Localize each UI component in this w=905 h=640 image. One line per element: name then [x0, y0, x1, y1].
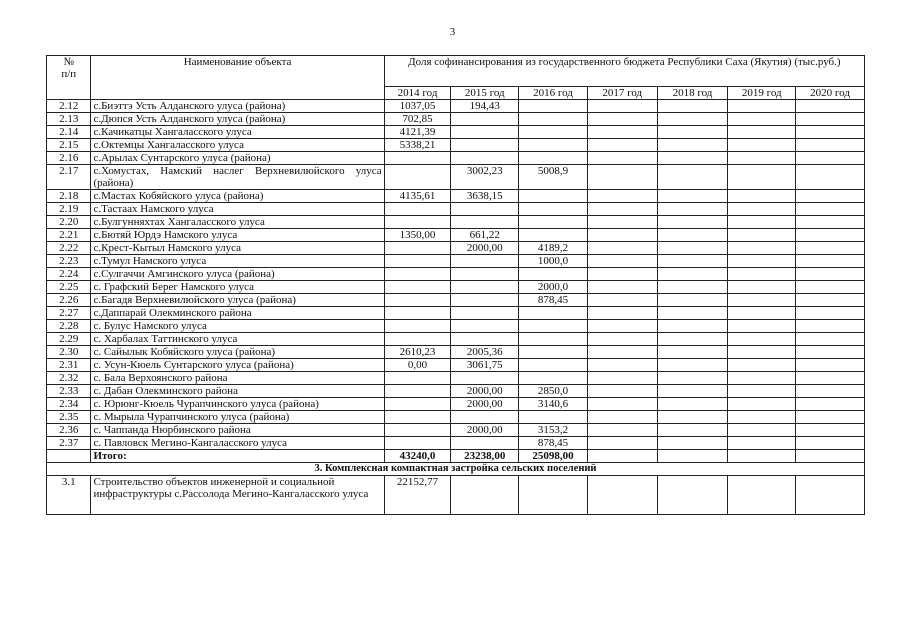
- value-cell: [587, 100, 657, 113]
- row-number: 2.32: [47, 372, 91, 385]
- value-cell: [384, 255, 451, 268]
- table-row: [47, 139, 865, 152]
- value-cell: [519, 113, 588, 126]
- table-row: [47, 190, 865, 203]
- object-name: с.Даппарай Олекминского района: [91, 307, 384, 320]
- value-cell: [587, 385, 657, 398]
- value-cell: [587, 307, 657, 320]
- value-cell: [587, 229, 657, 242]
- value-cell: [796, 126, 865, 139]
- value-cell: [796, 398, 865, 411]
- value-cell: [587, 190, 657, 203]
- value-cell: [519, 333, 588, 346]
- object-name: с. Булус Намского улуса: [91, 320, 384, 333]
- table-row: [47, 398, 865, 411]
- value-cell: [451, 411, 519, 424]
- object-name: с.Качикатцы Хангаласского улуса: [91, 126, 384, 139]
- value-cell: [657, 437, 728, 450]
- value-cell: [519, 320, 588, 333]
- table-row: [47, 424, 865, 437]
- column-header-year: 2016 год: [519, 87, 588, 100]
- value-cell: [587, 242, 657, 255]
- value-cell: [796, 229, 865, 242]
- value-cell: [796, 100, 865, 113]
- value-cell: [519, 268, 588, 281]
- value-cell: 878,45: [519, 294, 588, 307]
- value-cell: [384, 437, 451, 450]
- value-cell: [657, 307, 728, 320]
- value-cell: [519, 216, 588, 229]
- value-cell: [728, 411, 796, 424]
- value-cell: [587, 255, 657, 268]
- row-number: 2.29: [47, 333, 91, 346]
- value-cell: [657, 294, 728, 307]
- value-cell: [587, 437, 657, 450]
- value-cell: [657, 320, 728, 333]
- value-cell: [728, 372, 796, 385]
- table-row: [47, 100, 865, 113]
- value-cell: [796, 424, 865, 437]
- value-cell: [384, 372, 451, 385]
- row-number: 2.12: [47, 100, 91, 113]
- value-cell: 2005,36: [451, 346, 519, 359]
- value-cell: [519, 139, 588, 152]
- object-name: с. Бала Верхоянского района: [91, 372, 384, 385]
- value-cell: [519, 307, 588, 320]
- value-cell: [728, 203, 796, 216]
- value-cell: [451, 294, 519, 307]
- row-number: 2.33: [47, 385, 91, 398]
- value-cell: [728, 216, 796, 229]
- value-cell: [587, 126, 657, 139]
- value-cell: [451, 216, 519, 229]
- value-cell: [384, 333, 451, 346]
- value-cell: [451, 139, 519, 152]
- object-name: с.Тастаах Намского улуса: [91, 203, 384, 216]
- table-row: [47, 152, 865, 165]
- value-cell: [587, 398, 657, 411]
- value-cell: [728, 242, 796, 255]
- table-row: [47, 268, 865, 281]
- value-cell: [657, 190, 728, 203]
- value-cell: [657, 281, 728, 294]
- value-cell: [796, 216, 865, 229]
- value-cell: [728, 385, 796, 398]
- value-cell: [587, 359, 657, 372]
- page-number: 3: [449, 26, 456, 38]
- value-cell: [451, 255, 519, 268]
- value-cell: [657, 255, 728, 268]
- value-cell: [657, 113, 728, 126]
- value-cell: [384, 203, 451, 216]
- value-cell: [728, 320, 796, 333]
- value-cell: 878,45: [519, 437, 588, 450]
- value-cell: [728, 398, 796, 411]
- value-cell: [587, 333, 657, 346]
- total-value: [728, 450, 796, 463]
- value-cell: [451, 476, 519, 515]
- value-cell: [796, 476, 865, 515]
- value-cell: 2610,23: [384, 346, 451, 359]
- value-cell: [587, 113, 657, 126]
- value-cell: [384, 320, 451, 333]
- object-name: с. Сайылык Кобяйского улуса (района): [91, 346, 384, 359]
- value-cell: [728, 229, 796, 242]
- row-number: 2.36: [47, 424, 91, 437]
- object-name: с.Мастах Кобяйского улуса (района): [91, 190, 384, 203]
- value-cell: 22152,77: [384, 476, 451, 515]
- value-cell: [728, 190, 796, 203]
- value-cell: [451, 333, 519, 346]
- value-cell: [587, 165, 657, 190]
- value-cell: [519, 100, 588, 113]
- value-cell: 2000,00: [451, 424, 519, 437]
- value-cell: 2000,00: [451, 385, 519, 398]
- object-name: с. Чаппанда Нюрбинского района: [91, 424, 384, 437]
- total-label: Итого:: [91, 450, 384, 463]
- value-cell: 1000,0: [519, 255, 588, 268]
- value-cell: 3061,75: [451, 359, 519, 372]
- value-cell: [728, 139, 796, 152]
- value-cell: [519, 476, 588, 515]
- object-name: с. Мырыла Чурапчинского улуса (района): [91, 411, 384, 424]
- value-cell: [728, 294, 796, 307]
- value-cell: [451, 203, 519, 216]
- row-number: 2.30: [47, 346, 91, 359]
- value-cell: [384, 242, 451, 255]
- object-name: с.Биэттэ Усть Алданского улуса (района): [91, 100, 384, 113]
- value-cell: [451, 320, 519, 333]
- value-cell: [728, 100, 796, 113]
- value-cell: [519, 152, 588, 165]
- value-cell: 4121,39: [384, 126, 451, 139]
- column-header-year: 2014 год: [384, 87, 451, 100]
- value-cell: [796, 385, 865, 398]
- column-header-share: Доля софинансирования из государственного бюджета Республики Саха (Якутия) (тыс.руб.): [384, 56, 864, 87]
- table-row: [47, 307, 865, 320]
- value-cell: [657, 216, 728, 229]
- value-cell: 702,85: [384, 113, 451, 126]
- value-cell: [451, 113, 519, 126]
- value-cell: [796, 346, 865, 359]
- total-value: [587, 450, 657, 463]
- value-cell: [796, 190, 865, 203]
- value-cell: [657, 385, 728, 398]
- value-cell: [796, 152, 865, 165]
- object-name: с.Октемцы Хангаласского улуса: [91, 139, 384, 152]
- value-cell: [657, 152, 728, 165]
- value-cell: [728, 126, 796, 139]
- table-row: [47, 294, 865, 307]
- value-cell: [519, 359, 588, 372]
- value-cell: [728, 333, 796, 346]
- value-cell: [796, 333, 865, 346]
- value-cell: [451, 437, 519, 450]
- value-cell: [796, 372, 865, 385]
- row-number: 2.14: [47, 126, 91, 139]
- column-header-number: № п/п: [47, 56, 91, 100]
- total-value: [657, 450, 728, 463]
- value-cell: [728, 255, 796, 268]
- row-number: 2.35: [47, 411, 91, 424]
- value-cell: [728, 152, 796, 165]
- value-cell: [796, 437, 865, 450]
- value-cell: [587, 281, 657, 294]
- value-cell: [384, 424, 451, 437]
- value-cell: [657, 268, 728, 281]
- table-row: [47, 385, 865, 398]
- value-cell: [519, 126, 588, 139]
- value-cell: [657, 126, 728, 139]
- value-cell: [728, 437, 796, 450]
- row-number: 2.22: [47, 242, 91, 255]
- value-cell: [451, 126, 519, 139]
- value-cell: [728, 307, 796, 320]
- row-number: 2.19: [47, 203, 91, 216]
- value-cell: [728, 476, 796, 515]
- value-cell: 5008,9: [519, 165, 588, 190]
- object-name: с. Усун-Кюель Сунтарского улуса (района): [91, 359, 384, 372]
- value-cell: [587, 139, 657, 152]
- object-name: с.Арылах Сунтарского улуса (района): [91, 152, 384, 165]
- value-cell: 194,43: [451, 100, 519, 113]
- table-row: [47, 229, 865, 242]
- value-cell: [587, 372, 657, 385]
- value-cell: 2000,0: [519, 281, 588, 294]
- table-row: [47, 216, 865, 229]
- object-name: с.Булгунняхтах Хангаласского улуса: [91, 216, 384, 229]
- value-cell: [384, 165, 451, 190]
- section-title: 3. Комплексная компактная застройка сельских поселений: [47, 463, 865, 476]
- value-cell: [587, 411, 657, 424]
- value-cell: [657, 139, 728, 152]
- value-cell: [728, 113, 796, 126]
- row-number: 2.16: [47, 152, 91, 165]
- column-header-year: 2020 год: [796, 87, 865, 100]
- row-number: 2.20: [47, 216, 91, 229]
- value-cell: [728, 424, 796, 437]
- value-cell: [519, 372, 588, 385]
- value-cell: [657, 203, 728, 216]
- table-row: [47, 255, 865, 268]
- row-number: 2.18: [47, 190, 91, 203]
- table-row: [47, 476, 865, 515]
- value-cell: [657, 411, 728, 424]
- value-cell: [657, 165, 728, 190]
- value-cell: 4189,2: [519, 242, 588, 255]
- object-name: с.Дюпся Усть Алданского улуса (района): [91, 113, 384, 126]
- value-cell: [384, 411, 451, 424]
- row-number: 2.27: [47, 307, 91, 320]
- value-cell: 5338,21: [384, 139, 451, 152]
- value-cell: [384, 307, 451, 320]
- table-row: [47, 203, 865, 216]
- total-value: 25098,00: [519, 450, 588, 463]
- table-row: [47, 372, 865, 385]
- table-row: [47, 242, 865, 255]
- object-name: с.Багадя Верхневилюйского улуса (района): [91, 294, 384, 307]
- value-cell: [796, 320, 865, 333]
- table-row: [47, 126, 865, 139]
- total-blank: [47, 450, 91, 463]
- value-cell: [728, 359, 796, 372]
- row-number: 2.37: [47, 437, 91, 450]
- object-name: с.Хомустах, Намский наслег Верхневилюйского улуса (района): [91, 165, 384, 190]
- object-name: с.Бютяй Юрдэ Намского улуса: [91, 229, 384, 242]
- value-cell: [796, 203, 865, 216]
- value-cell: [587, 268, 657, 281]
- value-cell: 1350,00: [384, 229, 451, 242]
- value-cell: [728, 346, 796, 359]
- value-cell: [384, 152, 451, 165]
- value-cell: [587, 216, 657, 229]
- table-row: [47, 359, 865, 372]
- total-value: 23238,00: [451, 450, 519, 463]
- value-cell: 3153,2: [519, 424, 588, 437]
- column-header-year: 2015 год: [451, 87, 519, 100]
- row-number: 2.17: [47, 165, 91, 190]
- value-cell: [451, 268, 519, 281]
- table-row: [47, 333, 865, 346]
- column-header-name: Наименование объекта: [91, 56, 384, 100]
- value-cell: [796, 139, 865, 152]
- value-cell: 3140,6: [519, 398, 588, 411]
- value-cell: 2000,00: [451, 398, 519, 411]
- row-number: 2.28: [47, 320, 91, 333]
- column-header-year: 2019 год: [728, 87, 796, 100]
- value-cell: [519, 203, 588, 216]
- value-cell: [657, 333, 728, 346]
- value-cell: [657, 372, 728, 385]
- row-number: 2.24: [47, 268, 91, 281]
- value-cell: [657, 398, 728, 411]
- value-cell: 661,22: [451, 229, 519, 242]
- value-cell: [587, 152, 657, 165]
- object-name: с. Дабан Олекминского района: [91, 385, 384, 398]
- value-cell: [587, 424, 657, 437]
- row-number: 2.15: [47, 139, 91, 152]
- value-cell: [796, 165, 865, 190]
- table-row: [47, 165, 865, 190]
- value-cell: 2850,0: [519, 385, 588, 398]
- value-cell: [796, 294, 865, 307]
- value-cell: 2000,00: [451, 242, 519, 255]
- value-cell: [519, 411, 588, 424]
- value-cell: [519, 346, 588, 359]
- object-name: с. Графский Берег Намского улуса: [91, 281, 384, 294]
- value-cell: [657, 424, 728, 437]
- table-row: [47, 113, 865, 126]
- value-cell: [796, 359, 865, 372]
- value-cell: [384, 216, 451, 229]
- value-cell: 3002,23: [451, 165, 519, 190]
- value-cell: [657, 100, 728, 113]
- value-cell: [587, 320, 657, 333]
- value-cell: [657, 476, 728, 515]
- header-row: [47, 56, 865, 87]
- value-cell: [519, 190, 588, 203]
- value-cell: [384, 281, 451, 294]
- value-cell: [451, 152, 519, 165]
- value-cell: [384, 398, 451, 411]
- column-header-year: 2018 год: [657, 87, 728, 100]
- object-name: с. Харбалах Таттинского улуса: [91, 333, 384, 346]
- table-row: [47, 281, 865, 294]
- object-name: с. Павловск Мегино-Кангаласского улуса: [91, 437, 384, 450]
- value-cell: 4135,61: [384, 190, 451, 203]
- value-cell: [657, 229, 728, 242]
- value-cell: [451, 307, 519, 320]
- table-row: [47, 346, 865, 359]
- object-name: с.Сулгаччи Амгинского улуса (района): [91, 268, 384, 281]
- value-cell: [587, 294, 657, 307]
- table-row: [47, 437, 865, 450]
- value-cell: [796, 113, 865, 126]
- value-cell: [796, 268, 865, 281]
- value-cell: [796, 242, 865, 255]
- value-cell: [657, 359, 728, 372]
- value-cell: [728, 165, 796, 190]
- value-cell: [728, 281, 796, 294]
- value-cell: [796, 281, 865, 294]
- value-cell: [519, 229, 588, 242]
- value-cell: [796, 411, 865, 424]
- value-cell: 0,00: [384, 359, 451, 372]
- section-row: [47, 463, 865, 476]
- value-cell: [587, 476, 657, 515]
- value-cell: [384, 385, 451, 398]
- value-cell: [728, 268, 796, 281]
- total-value: [796, 450, 865, 463]
- object-name: Строительство объектов инженерной и социальной инфраструктуры с.Рассолода Мегино-Кангаласского улуса: [91, 476, 384, 515]
- row-number: 2.34: [47, 398, 91, 411]
- value-cell: [451, 281, 519, 294]
- object-name: с. Юрюнг-Кюель Чурапчинского улуса (района): [91, 398, 384, 411]
- object-name: с.Крест-Кытыл Намского улуса: [91, 242, 384, 255]
- value-cell: 3638,15: [451, 190, 519, 203]
- value-cell: [796, 255, 865, 268]
- row-number: 2.25: [47, 281, 91, 294]
- cofinancing-table: [46, 55, 865, 515]
- value-cell: [451, 372, 519, 385]
- value-cell: [657, 346, 728, 359]
- value-cell: 1037,05: [384, 100, 451, 113]
- object-name: с.Тумул Намского улуса: [91, 255, 384, 268]
- row-number: 2.26: [47, 294, 91, 307]
- row-number: 2.23: [47, 255, 91, 268]
- total-row: [47, 450, 865, 463]
- total-value: 43240,0: [384, 450, 451, 463]
- value-cell: [587, 203, 657, 216]
- table-row: [47, 320, 865, 333]
- value-cell: [587, 346, 657, 359]
- row-number: 2.13: [47, 113, 91, 126]
- row-number: 2.21: [47, 229, 91, 242]
- row-number: 3.1: [47, 476, 91, 515]
- column-header-year: 2017 год: [587, 87, 657, 100]
- value-cell: [657, 242, 728, 255]
- value-cell: [384, 294, 451, 307]
- table-row: [47, 411, 865, 424]
- row-number: 2.31: [47, 359, 91, 372]
- value-cell: [796, 307, 865, 320]
- value-cell: [384, 268, 451, 281]
